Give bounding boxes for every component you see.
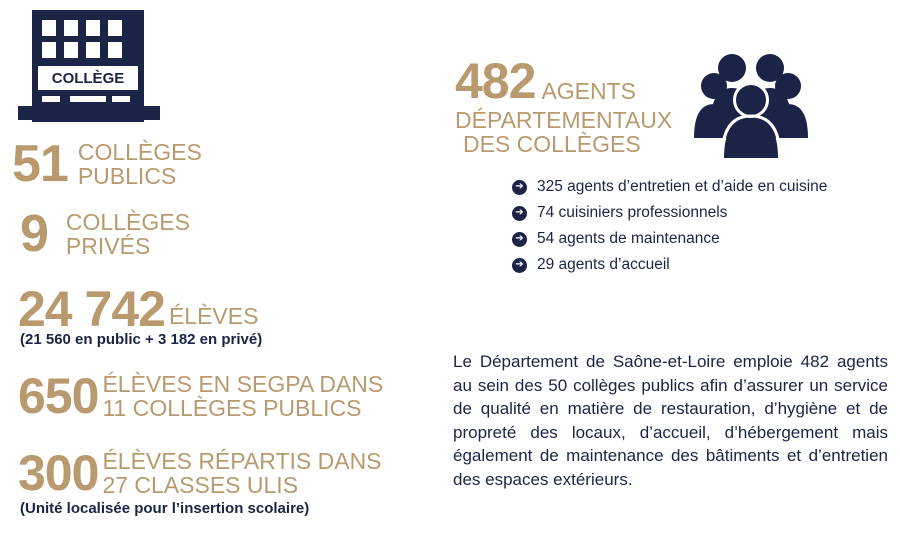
stat-ulis: [18, 445, 382, 501]
agents-label-line1: AGENTS: [541, 78, 637, 104]
arrow-circle-right-icon: ➔: [512, 232, 527, 247]
stat-label: PRIVÉS: [65, 233, 151, 259]
stat-label: ÉLÈVES RÉPARTIS DANS: [102, 448, 382, 474]
stat-label: 27 CLASSES ULIS: [102, 472, 299, 498]
stat-students: [18, 281, 259, 337]
stat-ulis-note: (Unité localisée pour l’insertion scolaire): [20, 500, 310, 517]
stat-number: 300: [18, 445, 99, 501]
stat-number: 24 742: [18, 281, 165, 337]
arrow-circle-right-icon: ➔: [512, 180, 527, 195]
group-people-icon: [690, 48, 812, 158]
stat-number: 650: [18, 368, 99, 424]
agents-number: 482: [455, 53, 536, 109]
list-item: [512, 226, 827, 252]
stat-students-note: (21 560 en public + 3 182 en privé): [20, 331, 263, 348]
building-sign-text: COLLÈGE: [51, 70, 125, 87]
agents-heading: [455, 53, 695, 157]
stat-label: ÉLÈVES EN SEGPA DANS: [102, 371, 384, 397]
list-item-text: 54 agents de maintenance: [537, 230, 720, 247]
agents-label-line3: DES COLLÈGES: [463, 131, 641, 157]
stat-label: PUBLICS: [77, 163, 177, 189]
stat-segpa: [18, 368, 384, 424]
list-item-text: 74 cuisiniers professionnels: [537, 204, 728, 221]
college-building-icon: [14, 10, 164, 122]
stat-number: 51: [12, 135, 68, 193]
stat-label: COLLÈGES: [77, 139, 202, 165]
list-item: [512, 252, 827, 278]
arrow-circle-right-icon: ➔: [512, 258, 527, 273]
list-item: [512, 200, 827, 226]
stat-public-colleges: [12, 135, 202, 193]
stat-number: 9: [20, 205, 48, 263]
arrow-circle-right-icon: ➔: [512, 206, 527, 221]
list-item: [512, 174, 827, 200]
list-item-text: 325 agents d’entretien et d’aide en cuisine: [537, 178, 828, 195]
list-item-text: 29 agents d’accueil: [537, 256, 670, 273]
stat-private-colleges: [20, 205, 190, 263]
agents-list: [512, 174, 827, 278]
stat-label: 11 COLLÈGES PUBLICS: [102, 395, 362, 421]
stat-label: COLLÈGES: [65, 209, 190, 235]
stat-label: ÉLÈVES: [168, 303, 259, 329]
agents-label-line2: DÉPARTEMENTAUX: [455, 107, 673, 133]
description-paragraph: Le Département de Saône-et-Loire emploie 482 agents au sein des 50 collèges publics afin d’assurer un service de qualité en matière de restauration, d’hygiène et de propreté des locaux, d’accueil, d’hébergement mais également de maintenance des bâtiments et d’entretien des espaces extérieurs.: [453, 352, 888, 489]
